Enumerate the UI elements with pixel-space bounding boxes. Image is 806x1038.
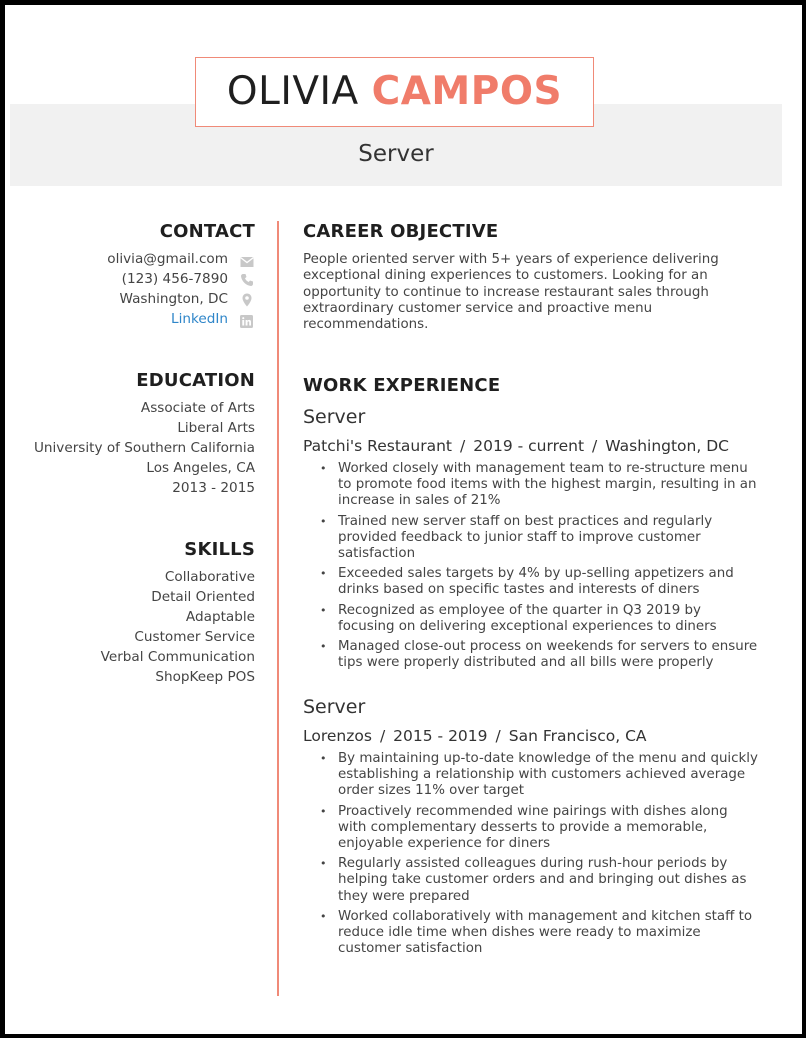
job-role: Server [303, 696, 366, 718]
column-divider [277, 221, 279, 996]
skill-item: Adaptable [185, 609, 255, 625]
job-title: Server [358, 141, 434, 167]
contact-email[interactable]: olivia@gmail.com [107, 251, 228, 267]
job-company: Patchi's Restaurant [303, 437, 452, 455]
skill-item: Detail Oriented [151, 589, 255, 605]
skills-heading: SKILLS [184, 539, 255, 560]
first-name: OLIVIA [226, 69, 359, 114]
skill-item: Collaborative [164, 569, 255, 585]
education-location: Los Angeles, CA [146, 460, 255, 476]
job-bullets [320, 751, 760, 961]
job-company: Lorenzos [303, 727, 372, 745]
list-item: • Trained new server staff on best practices and regularly provided feedback to junior staff to improve customer satisfaction [320, 513, 713, 562]
phone-icon [240, 272, 254, 286]
name-box [195, 57, 594, 127]
education-degree: Associate of Arts [140, 400, 255, 416]
skill-item: Customer Service [134, 629, 255, 645]
job-dates: 2019 - current [473, 437, 585, 455]
job-dates: 2015 - 2019 [393, 727, 488, 745]
job-meta: Lorenzos / 2015 - 2019 / San Francisco, CA [303, 727, 647, 745]
objective-heading: CAREER OBJECTIVE [303, 221, 499, 242]
last-name: CAMPOS [371, 69, 563, 114]
list-item: • Exceeded sales targets by 4% by up-selling appetizers and drinks based on specific tastes and interests of diners [320, 566, 734, 598]
objective-text: People oriented server with 5+ years of experience delivering exceptional dining experiences to customers. Looking for an opportunity to continue to increase restaurant sales through extraordinary customer service and proactive menu recommendations. [303, 252, 719, 333]
list-item: • Regularly assisted colleagues during rush-hour periods by helping take customer orders and and bringing out dishes as they were prepared [320, 856, 747, 904]
location-pin-icon [240, 292, 254, 306]
education-heading: EDUCATION [136, 370, 255, 391]
education-school: University of Southern California [33, 440, 255, 456]
job-location: San Francisco, CA [508, 727, 647, 745]
skill-item: ShopKeep POS [155, 669, 255, 685]
envelope-icon [240, 253, 254, 267]
job-role: Server [303, 406, 366, 428]
contact-phone[interactable]: (123) 456-7890 [121, 271, 228, 287]
list-item: • Worked collaboratively with management and kitchen staff to reduce idle time when dishes were ready to maximize customer satisfaction [320, 908, 753, 957]
contact-heading: CONTACT [159, 221, 255, 242]
list-item: • Managed close-out process on weekends for servers to ensure tips were properly distributed and all bills were properly [320, 639, 758, 671]
education-major: Liberal Arts [177, 420, 255, 436]
skill-item: Verbal Communication [100, 649, 255, 665]
linkedin-icon [240, 313, 254, 327]
list-item: • Proactively recommended wine pairings with dishes along with complementary desserts to provide a memorable, enjoyable experience for diners [320, 803, 728, 852]
contact-location: Washington, DC [119, 291, 228, 307]
list-item: • Recognized as employee of the quarter in Q3 2019 by focusing on delivering exceptional experiences to diners [320, 602, 717, 634]
job-location: Washington, DC [605, 437, 729, 455]
education-dates: 2013 - 2015 [172, 480, 255, 496]
list-item: • By maintaining up-to-date knowledge of the menu and quickly establishing a relationship with customers achieved average order sizes 11% over target [320, 751, 758, 799]
experience-heading: WORK EXPERIENCE [303, 375, 501, 396]
linkedin-link[interactable]: LinkedIn [171, 311, 228, 327]
job-meta: Patchi's Restaurant / 2019 - current / Washington, DC [303, 437, 729, 455]
list-item: • Worked closely with management team to re-structure menu to promote food items with the highest margin, resulting in an increase in sales of 21% [320, 461, 757, 509]
job-bullets [320, 461, 760, 675]
